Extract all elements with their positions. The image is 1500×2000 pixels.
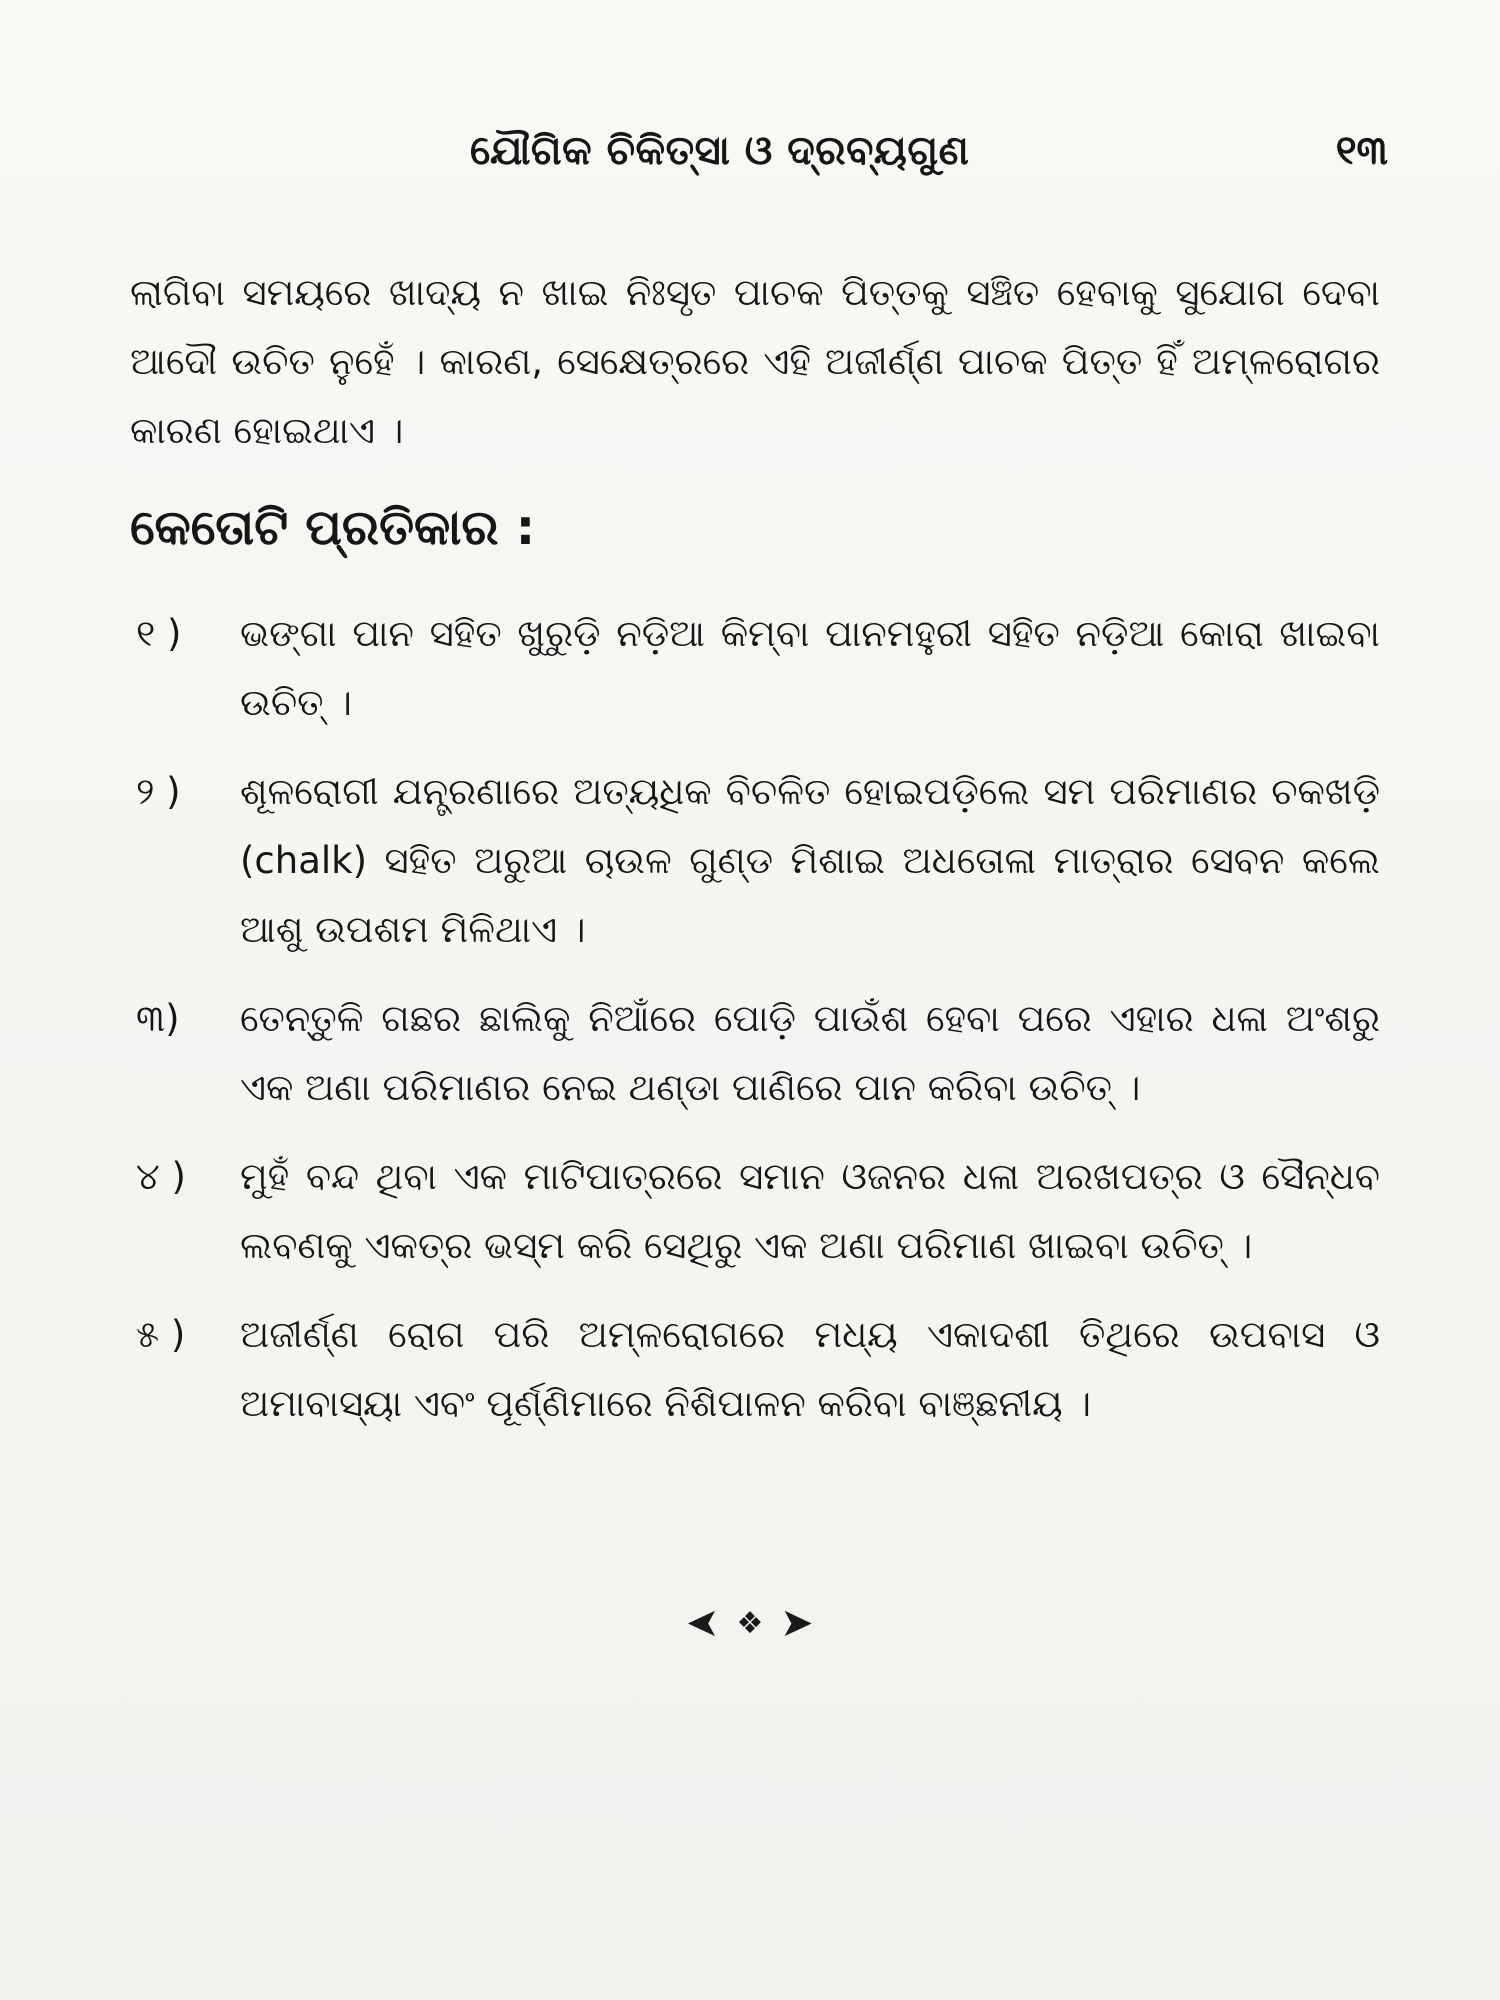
remedies-list [130,599,1380,1438]
remedy-item [130,599,1380,737]
remedy-number: ୨ ) [136,770,181,813]
remedy-text: ଅଜୀର୍ଣ୍ଣ ରୋଗ ପରି ଅମ୍ଳରୋଗରେ ମଧ୍ୟ ଏକାଦଶୀ ତିଥିରେ ଉପବାସ ଓ ଅମାବାସ୍ୟା ଏବଂ ପୂର୍ଣ୍ଣିମାରେ ନିଶିପାଳନ କରିବା ବାଞ୍ଛନୀୟ । [240,1313,1380,1425]
intro-paragraph: ଲାଗିବା ସମୟରେ ଖାଦ୍ୟ ନ ଖାଇ ନିଃସୃତ ପାଚକ ପିତ୍ତକୁ ସଞ୍ଚିତ ହେବାକୁ ସୁଯୋଗ ଦେବା ଆଦୌ ଉଚିତ ନୁହେଁ । କାରଣ, ସେକ୍ଷେତ୍ରରେ ଏହି ଅଜୀର୍ଣ୍ଣ ପାଚକ ପିତ୍ତ ହିଁ ଅମ୍ଳରୋଗର କାରଣ ହୋଇଥାଏ । [130,271,1380,452]
page-number: ୧୩ [1335,128,1388,174]
remedy-text: ଭଙ୍ଗା ପାନ ସହିତ ଖୁରୁଡ଼ି ନଡ଼ିଆ କିମ୍ବା ପାନମହୁରୀ ସହିତ ନଡ଼ିଆ କୋରା ଖାଇବା ଉଚିତ୍ । [240,612,1380,724]
ornament-left-arrow-icon: ➤ [686,1600,720,1646]
ornament-right-arrow-icon: ➤ [780,1600,814,1646]
ornament-diamond-icon: ❖ [736,1605,764,1641]
remedy-text: ତେନ୍ତୁଳି ଗଛର ଛାଲିକୁ ନିଆଁରେ ପୋଡ଼ି ପାଉଁଶ ହେବା ପରେ ଏହାର ଧଳା ଅଂଶରୁ ଏକ ଅଣା ପରିମାଣର ନେଇ ଥଣ୍ଡା ପାଣିରେ ପାନ କରିବା ଉଚିତ୍ । [240,997,1380,1109]
remedy-text: ଶୂଳରୋଗୀ ଯନ୍ତ୍ରଣାରେ ଅତ୍ୟଧିକ ବିଚଳିତ ହୋଇପଡ଼ିଲେ ସମ ପରିମାଣର ଚକଖଡ଼ି (chalk) ସହିତ ଅରୁଆ ଚାଉଳ ଗୁଣ୍ଡ ମିଶାଇ ଅଧତୋଳା ମାତ୍ରାର ସେବନ କଲେ ଆଶୁ ଉପଶମ ମିଳିଥାଏ । [240,770,1380,951]
running-title: ଯୌଗିକ ଚିକିତ୍ସା ଓ ଦ୍ରବ୍ୟଗୁଣ [470,128,970,174]
running-head [0,128,1500,188]
remedy-text: ମୁହଁ ବନ୍ଦ ଥିବା ଏକ ମାଟିପାତ୍ରରେ ସମାନ ଓଜନର ଧଳା ଅରଖପତ୍ର ଓ ସୈନ୍ଧବ ଲବଣକୁ ଏକତ୍ର ଭସ୍ମ କରି ସେଥିରୁ ଏକ ଅଣା ପରିମାଣ ଖାଇବା ଉଚିତ୍ । [240,1155,1380,1267]
section-end-ornament [0,1598,1500,1646]
section-heading: କେତୋଟି ପ୍ରତିକାର : [130,499,536,556]
remedy-item [130,1142,1380,1280]
remedy-number: ୧ ) [136,612,182,655]
remedy-number: ୪ ) [136,1155,186,1198]
remedy-number: ୩) [136,997,180,1040]
remedy-item [130,1300,1380,1438]
remedy-item [130,984,1380,1122]
page-content [130,258,1380,1458]
remedy-number: ୫ ) [136,1313,186,1356]
remedy-item [130,757,1380,964]
